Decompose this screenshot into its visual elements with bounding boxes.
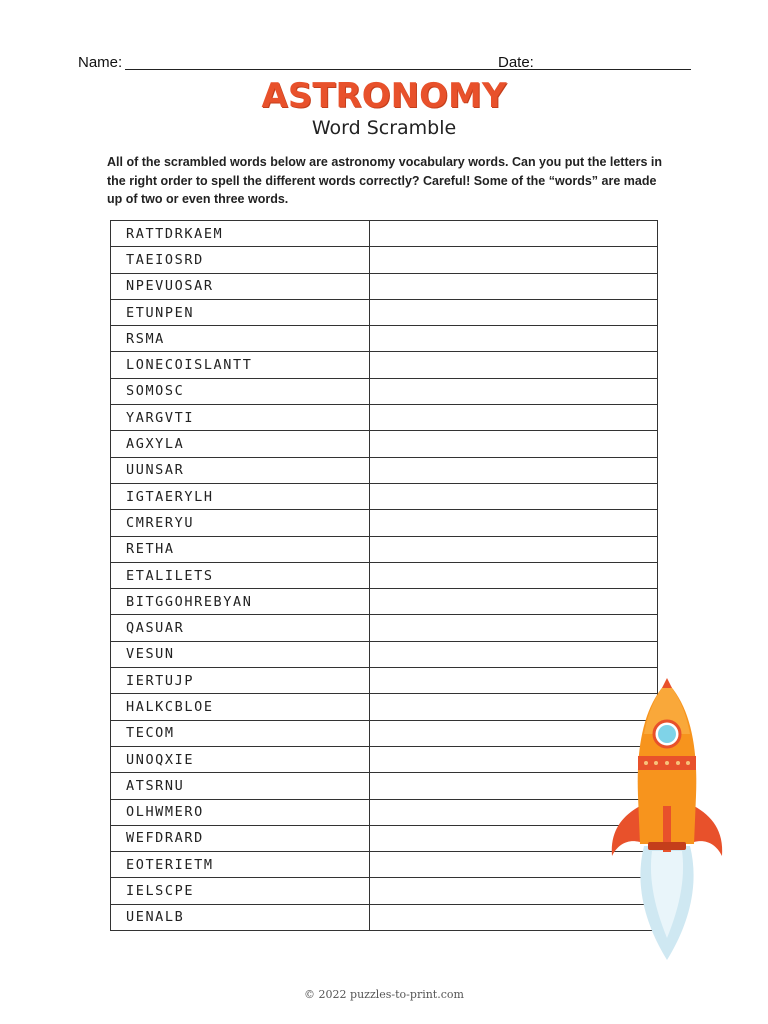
answer-cell[interactable]	[370, 299, 658, 325]
word-row	[111, 878, 658, 904]
word-row	[111, 773, 658, 799]
page-title: ASTRONOMY	[261, 76, 507, 116]
answer-cell[interactable]	[370, 221, 658, 247]
word-row	[111, 431, 658, 457]
scrambled-word: UNOQXIE	[111, 746, 370, 772]
header-row	[78, 52, 698, 76]
name-label: Name:	[78, 54, 123, 71]
scrambled-word: WEFDRARD	[111, 825, 370, 851]
answer-cell[interactable]	[370, 483, 658, 509]
word-row	[111, 299, 658, 325]
word-row	[111, 483, 658, 509]
answer-cell[interactable]	[370, 641, 658, 667]
scrambled-word: IERTUJP	[111, 668, 370, 694]
word-row	[111, 799, 658, 825]
scrambled-word: QASUAR	[111, 615, 370, 641]
word-row	[111, 273, 658, 299]
scrambled-word: ATSRNU	[111, 773, 370, 799]
answer-cell[interactable]	[370, 536, 658, 562]
answer-cell[interactable]	[370, 510, 658, 536]
word-row	[111, 536, 658, 562]
word-row	[111, 562, 658, 588]
word-row	[111, 326, 658, 352]
word-scramble-table	[110, 220, 658, 931]
word-row	[111, 221, 658, 247]
scrambled-word: ETUNPEN	[111, 299, 370, 325]
word-row	[111, 589, 658, 615]
scrambled-word: OLHWMERO	[111, 799, 370, 825]
scrambled-word: NPEVUOSAR	[111, 273, 370, 299]
instructions: All of the scrambled words below are astronomy vocabulary words. Can you put the letters in the right order to spell the different words correctly? Careful! Some of the “words” are made up of two or even three words.	[107, 155, 662, 206]
scrambled-word: RETHA	[111, 536, 370, 562]
word-row	[111, 405, 658, 431]
answer-cell[interactable]	[370, 405, 658, 431]
answer-cell[interactable]	[370, 273, 658, 299]
scrambled-word: LONECOISLANTT	[111, 352, 370, 378]
scrambled-word: EOTERIETM	[111, 852, 370, 878]
word-row	[111, 904, 658, 930]
copyright-footer: © 2022 puzzles-to-print.com	[304, 988, 464, 1001]
scrambled-word: TECOM	[111, 720, 370, 746]
word-row	[111, 746, 658, 772]
word-row	[111, 641, 658, 667]
word-row	[111, 510, 658, 536]
answer-cell[interactable]	[370, 326, 658, 352]
answer-cell[interactable]	[370, 589, 658, 615]
scrambled-word: IELSCPE	[111, 878, 370, 904]
scrambled-word: RSMA	[111, 326, 370, 352]
answer-cell[interactable]	[370, 352, 658, 378]
word-row	[111, 668, 658, 694]
scrambled-word: RATTDRKAEM	[111, 221, 370, 247]
word-row	[111, 825, 658, 851]
answer-cell[interactable]	[370, 615, 658, 641]
word-row	[111, 615, 658, 641]
scrambled-word: BITGGOHREBYAN	[111, 589, 370, 615]
scrambled-word: ETALILETS	[111, 562, 370, 588]
scrambled-word: HALKCBLOE	[111, 694, 370, 720]
answer-cell[interactable]	[370, 562, 658, 588]
scrambled-word: AGXYLA	[111, 431, 370, 457]
word-row	[111, 352, 658, 378]
word-row	[111, 694, 658, 720]
scrambled-word: TAEIOSRD	[111, 247, 370, 273]
word-row	[111, 720, 658, 746]
answer-cell[interactable]	[370, 431, 658, 457]
word-row	[111, 457, 658, 483]
word-row	[111, 247, 658, 273]
word-row	[111, 852, 658, 878]
scrambled-word: IGTAERYLH	[111, 483, 370, 509]
scrambled-word: YARGVTI	[111, 405, 370, 431]
answer-cell[interactable]	[370, 457, 658, 483]
scrambled-word: UUNSAR	[111, 457, 370, 483]
answer-cell[interactable]	[370, 378, 658, 404]
word-row	[111, 378, 658, 404]
scrambled-word: UENALB	[111, 904, 370, 930]
answer-cell[interactable]	[370, 247, 658, 273]
scrambled-word: VESUN	[111, 641, 370, 667]
scrambled-word: CMRERYU	[111, 510, 370, 536]
rocket-icon	[604, 676, 730, 962]
scrambled-word: SOMOSC	[111, 378, 370, 404]
page-subtitle: Word Scramble	[311, 117, 457, 139]
date-label: Date:	[498, 54, 534, 71]
date-field-line[interactable]	[538, 69, 691, 70]
